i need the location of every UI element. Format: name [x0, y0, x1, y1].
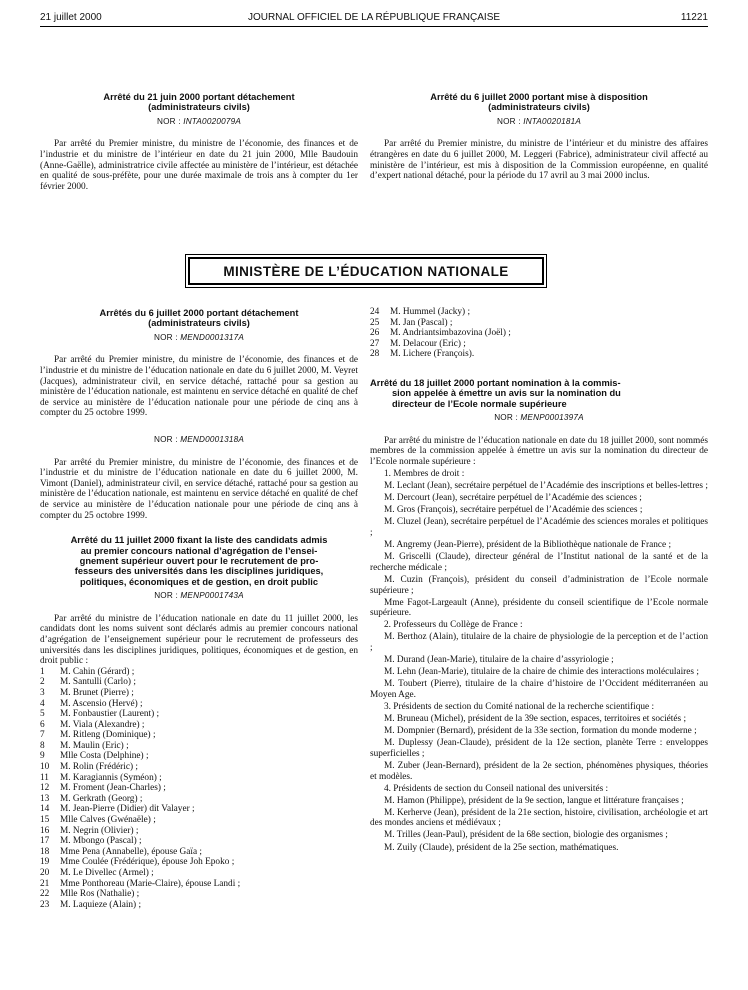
member-line: 3. Présidents de section du Comité national de la recherche scientifique : — [384, 701, 655, 712]
candidate-item — [40, 879, 358, 890]
candidate-rank: 24 — [370, 307, 380, 317]
candidate-item — [40, 688, 358, 699]
nor-prefix: NOR : — [154, 591, 181, 601]
candidate-name: M. Hummel (Jacky) ; — [390, 307, 471, 317]
member-line: M. Griscelli (Claude), directeur général de l’Institut national de la santé et de la recherche médicale ; — [370, 552, 708, 573]
candidate-rank: 11 — [40, 772, 49, 783]
nor-prefix: NOR : — [153, 332, 181, 342]
arrete-title-line: sion appelée à émettre un avis sur la nomination du — [392, 388, 621, 399]
candidate-item — [40, 699, 358, 710]
nor-prefix: NOR : — [494, 413, 521, 423]
arrete-title — [370, 378, 708, 409]
arrete-title-line: Arrêté du 11 juillet 2000 fixant la liste des candidats admis — [70, 535, 328, 546]
candidate-item — [40, 794, 358, 805]
candidate-item — [40, 804, 358, 815]
candidate-name: M. Lichere (François). — [390, 349, 475, 360]
candidate-item — [40, 783, 358, 794]
member-line: M. Dercourt (Jean), secrétaire perpétuel de l’Académie des sciences ; — [384, 493, 642, 504]
candidate-item — [40, 667, 358, 678]
candidate-name: M. Delacour (Eric) ; — [390, 338, 466, 349]
right-column — [370, 307, 708, 855]
candidate-item — [40, 847, 358, 858]
candidate-rank: 17 — [40, 836, 50, 847]
arrete-top-right — [370, 92, 708, 182]
candidate-item — [40, 826, 358, 837]
candidate-rank: 6 — [40, 719, 45, 730]
candidate-rank: 7 — [40, 730, 45, 741]
arrete-title — [40, 92, 358, 113]
nor-reference — [370, 413, 708, 424]
member-line: 1. Membres de droit : — [384, 469, 465, 480]
candidate-rank: 22 — [40, 889, 50, 900]
candidate-rank: 23 — [40, 899, 50, 910]
candidate-rank: 20 — [40, 868, 50, 878]
member-line: M. Hamon (Philippe), président de la 9e section, langue et littérature françaises ; — [384, 795, 684, 806]
arrete-title-line: gnement supérieur ouvert pour le recrutement de pro- — [79, 555, 319, 566]
member-line: M. Cluzel (Jean), secrétaire perpétuel de l’Académie des sciences morales et politiques ; — [370, 517, 708, 539]
nor-reference — [40, 117, 358, 128]
candidate-name: M. Jan (Pascal) ; — [390, 317, 453, 328]
nor-prefix: NOR : — [153, 434, 181, 444]
arrete-title-line: fesseurs des universités dans les disciplines juridiques, — [74, 566, 324, 577]
candidate-rank: 28 — [370, 349, 380, 360]
candidate-item — [40, 868, 358, 879]
candidate-name: M. Froment (Jean-Charles) ; — [60, 783, 166, 794]
candidate-item — [370, 318, 708, 329]
ministry-banner: MINISTÈRE DE L’ÉDUCATION NATIONALE — [188, 257, 544, 285]
arrete-title-line: (administrateurs civils) — [148, 318, 250, 329]
candidate-name: M. Santulli (Carlo) ; — [60, 677, 136, 688]
member-line: M. Duplessy (Jean-Claude), président de la 12e section, planète Terre : enveloppes superficielles ; — [370, 738, 708, 759]
candidate-rank: 25 — [370, 317, 380, 328]
candidate-rank: 2 — [40, 677, 45, 688]
candidate-name: M. Fonbaustier (Laurent) ; — [60, 709, 160, 720]
candidate-name: M. Le Divellec (Armel) ; — [60, 868, 154, 878]
candidate-rank: 16 — [40, 825, 50, 836]
candidate-name: Mlle Costa (Delphine) ; — [60, 751, 149, 762]
candidate-rank: 13 — [40, 793, 50, 804]
candidate-name: Mme Pena (Annabelle), épouse Gaïa ; — [60, 846, 202, 857]
candidate-item — [40, 836, 358, 847]
candidate-name: M. Negrin (Olivier) ; — [60, 825, 139, 836]
candidate-item — [40, 773, 358, 784]
candidate-item — [40, 741, 358, 752]
candidate-name: M. Ritleng (Dominique) ; — [60, 730, 156, 741]
candidate-item — [40, 815, 358, 826]
candidate-item — [370, 339, 708, 350]
member-line: 4. Présidents de section du Conseil national des universités : — [384, 783, 609, 794]
arrete-body: Par arrêté du Premier ministre, du ministre de l’économie, des finances et de l’industrie et du ministre de l’éducation nationale en date du 6 juillet 2000, M. Vimont (Daniel), administrateur civil, en service détaché, rattaché pour sa gestion au ministère de l’éducation nationale, est maintenu en service détaché en qualité de chef de service au ministère de l’éducation nationale pour une période de cinq ans à compter du 25 octobre 1999. — [40, 457, 358, 521]
member-line: M. Lehn (Jean-Marie), titulaire de la chaire de chimie des interactions moléculaires ; — [384, 667, 699, 678]
arrete-body: Par arrêté du Premier ministre, du ministre de l’économie, des finances et de l’industrie et du ministre de l’éducation nationale en date du 6 juillet 2000, M. Veyret (Jacques), administrateur civil, en service détaché, rattaché pour sa gestion au ministère de l’éducation nationale, est maintenu en service détaché en qualité de chef de service au ministère de l’éducation nationale pour une période de cinq ans à compter du 25 octobre 1999. — [40, 355, 358, 419]
arrete-body: Par arrêté du Premier ministre, du ministre de l’intérieur et du ministre des affaires étrangères en date du 6 juillet 2000, M. Leggeri (Fabrice), administrateur civil affecté au ministère de l’intérieur, est mis à disposition de la Commission européenne, en qualité d’expert national détaché, pour la période du 17 avril au 3 mai 2000 inclus. — [370, 139, 708, 182]
nor-reference — [370, 117, 708, 128]
nor-reference — [40, 591, 358, 602]
header-journal-title: JOURNAL OFFICIEL DE LA RÉPUBLIQUE FRANÇAISE — [247, 12, 501, 23]
page-header — [40, 10, 708, 27]
candidate-item — [40, 709, 358, 720]
candidate-item — [40, 751, 358, 762]
candidate-rank: 10 — [40, 762, 50, 773]
member-line: M. Leclant (Jean), secrétaire perpétuel de l’Académie des inscriptions et belles-lettres ; — [384, 481, 708, 492]
candidate-rank: 8 — [40, 740, 45, 751]
arrete-body: Par arrêté du ministre de l’éducation nationale en date du 11 juillet 2000, les candidats dont les noms suivent sont déclarés admis au premier concours national d’agrégation de l’enseignement supérieur pour le recrutement de professeurs des universités dans les disciplines juridiques, politiques, économiques et de gestion, en droit public : — [40, 613, 358, 667]
candidate-rank: 26 — [370, 328, 380, 339]
member-line: M. Durand (Jean-Marie), titulaire de la chaire d’assyriologie ; — [384, 655, 614, 666]
member-line: M. Cuzin (François), président du conseil d’administration de l’Ecole normale supérieure ; — [370, 574, 708, 596]
member-line: M. Bruneau (Michel), président de la 39e section, espaces, territoires et sociétés ; — [384, 714, 687, 725]
candidate-item — [40, 857, 358, 868]
candidate-item — [40, 677, 358, 688]
member-line: M. Trilles (Jean-Paul), président de la 68e section, biologie des organismes ; — [384, 830, 668, 841]
member-line: M. Zuber (Jean-Bernard), président de la 2e section, phénomènes physiques, théories et modèles. — [370, 760, 708, 782]
nor-code: INTA0020181A — [523, 116, 581, 126]
nor-reference — [40, 435, 358, 446]
nor-code: MENP0001397A — [520, 413, 584, 423]
header-page-number: 11221 — [680, 12, 708, 23]
candidate-name: M. Gerkrath (Georg) ; — [60, 793, 143, 804]
candidate-name: Mlle Ros (Nathalie) ; — [60, 889, 140, 900]
candidate-name: M. Jean-Pierre (Didier) dit Valayer ; — [60, 804, 195, 815]
arrete-body: Par arrêté du ministre de l’éducation nationale en date du 18 juillet 2000, sont nommés membres de la commission appelée à émettre un avis sur la nomination du directeur de l’Ecole normale supérieure : — [370, 435, 708, 467]
candidate-name: M. Maulin (Eric) ; — [60, 740, 129, 751]
nor-code: MEND0001317A — [180, 332, 245, 342]
candidate-item — [40, 720, 358, 731]
candidate-name: M. Andriantsimbazovina (Joël) ; — [390, 328, 511, 339]
member-line: M. Dompnier (Bernard), président de la 33e section, formation du monde moderne ; — [384, 726, 697, 737]
candidate-name: Mme Coulée (Frédérique), épouse Joh Epoko ; — [60, 857, 235, 868]
member-line: M. Toubert (Pierre), titulaire de la chaire d’histoire de l’Occident méditerranéen au Moyen Age. — [370, 679, 708, 700]
arrete-title-line: Arrêté du 6 juillet 2000 portant mise à disposition — [430, 92, 648, 102]
arrete-title — [370, 92, 708, 113]
candidate-rank: 14 — [40, 804, 50, 815]
nor-code: MENP0001743A — [180, 591, 244, 601]
nor-code: MEND0001318A — [180, 434, 245, 444]
left-column — [40, 308, 358, 910]
candidate-rank: 12 — [40, 783, 50, 794]
arrete-title — [40, 308, 358, 329]
candidate-item — [370, 349, 708, 360]
candidate-rank: 1 — [40, 666, 45, 677]
arrete-title-line: (administrateurs civils) — [488, 102, 590, 113]
candidate-rank: 21 — [40, 878, 50, 889]
candidate-name: M. Karagiannis (Syméon) ; — [60, 772, 162, 783]
member-line: M. Kerherve (Jean), président de la 21e section, histoire, civilisation, archéologie et art des mondes anciens et médiévaux ; — [370, 807, 708, 829]
candidate-rank: 5 — [40, 709, 45, 720]
candidate-name: M. Viala (Alexandre) ; — [60, 719, 145, 730]
member-line: M. Angremy (Jean-Pierre), président de la Bibliothèque nationale de France ; — [384, 540, 672, 551]
arrete-title-line: directeur de l’Ecole normale supérieure — [392, 398, 567, 409]
candidate-item — [40, 730, 358, 741]
arrete-title-line: Arrêté du 21 juin 2000 portant détachement — [103, 92, 295, 102]
member-line: M. Gros (François), secrétaire perpétuel de l’Académie des sciences ; — [384, 505, 643, 516]
candidate-item — [370, 307, 708, 318]
nor-prefix: NOR : — [157, 116, 184, 126]
candidate-rank: 15 — [40, 815, 50, 826]
member-line: Mme Fagot-Largeault (Anne), présidente du conseil scientifique de l’Ecole normale supérieure. — [370, 597, 708, 619]
candidate-name: Mlle Calves (Gwénaële) ; — [60, 815, 156, 826]
candidate-item — [40, 900, 358, 911]
candidate-rank: 3 — [40, 687, 45, 698]
arrete-title-line: au premier concours national d’agrégation de l’ensei- — [80, 545, 318, 556]
candidate-list — [370, 307, 708, 360]
candidate-name: M. Mbongo (Pascal) ; — [60, 836, 142, 847]
candidate-name: M. Brunet (Pierre) ; — [60, 687, 134, 698]
candidate-list — [40, 667, 358, 911]
candidate-rank: 9 — [40, 751, 45, 762]
member-line: 2. Professeurs du Collège de France : — [384, 620, 523, 631]
arrete-top-left — [40, 92, 358, 192]
commission-members — [370, 469, 708, 853]
member-line: M. Berthoz (Alain), titulaire de la chaire de physiologie de la perception et de l’action ; — [370, 632, 708, 653]
candidate-item — [40, 762, 358, 773]
member-line: M. Zuily (Claude), président de la 25e section, mathématiques. — [384, 842, 619, 853]
candidate-item — [370, 328, 708, 339]
candidate-name: M. Rolin (Frédéric) ; — [60, 762, 138, 773]
arrete-title-line: Arrêtés du 6 juillet 2000 portant détachement — [99, 308, 299, 318]
header-date: 21 juillet 2000 — [40, 12, 102, 23]
candidate-rank: 4 — [40, 698, 45, 709]
candidate-name: Mme Ponthoreau (Marie-Claire), épouse Landi ; — [60, 878, 241, 889]
nor-code: INTA0020079A — [183, 116, 241, 126]
nor-reference — [40, 333, 358, 344]
arrete-title — [40, 535, 358, 587]
arrete-title-line: Arrêté du 18 juillet 2000 portant nomination à la commis- — [370, 377, 621, 388]
candidate-rank: 19 — [40, 857, 50, 868]
arrete-body: Par arrêté du Premier ministre, du ministre de l’économie, des finances et de l’industrie et du ministre de l’intérieur en date du 21 juin 2000, Mlle Baudouin (Anne-Gaëlle), administratrice civile affectée au ministère de l’intérieur, est détachée en qualité de sous-préfète, pour une durée maximale de trois ans à compter du 1er février 2000. — [40, 139, 358, 192]
candidate-name: M. Cahin (Gérard) ; — [60, 666, 135, 677]
arrete-title-line: politiques, économiques et de gestion, en droit public — [79, 576, 319, 587]
arrete-title-line: (administrateurs civils) — [148, 102, 250, 113]
candidate-name: M. Laquieze (Alain) ; — [60, 899, 142, 910]
candidate-item — [40, 889, 358, 900]
candidate-name: M. Ascensio (Hervé) ; — [60, 698, 143, 709]
candidate-rank: 18 — [40, 846, 50, 857]
candidate-rank: 27 — [370, 338, 380, 349]
nor-prefix: NOR : — [497, 116, 524, 126]
